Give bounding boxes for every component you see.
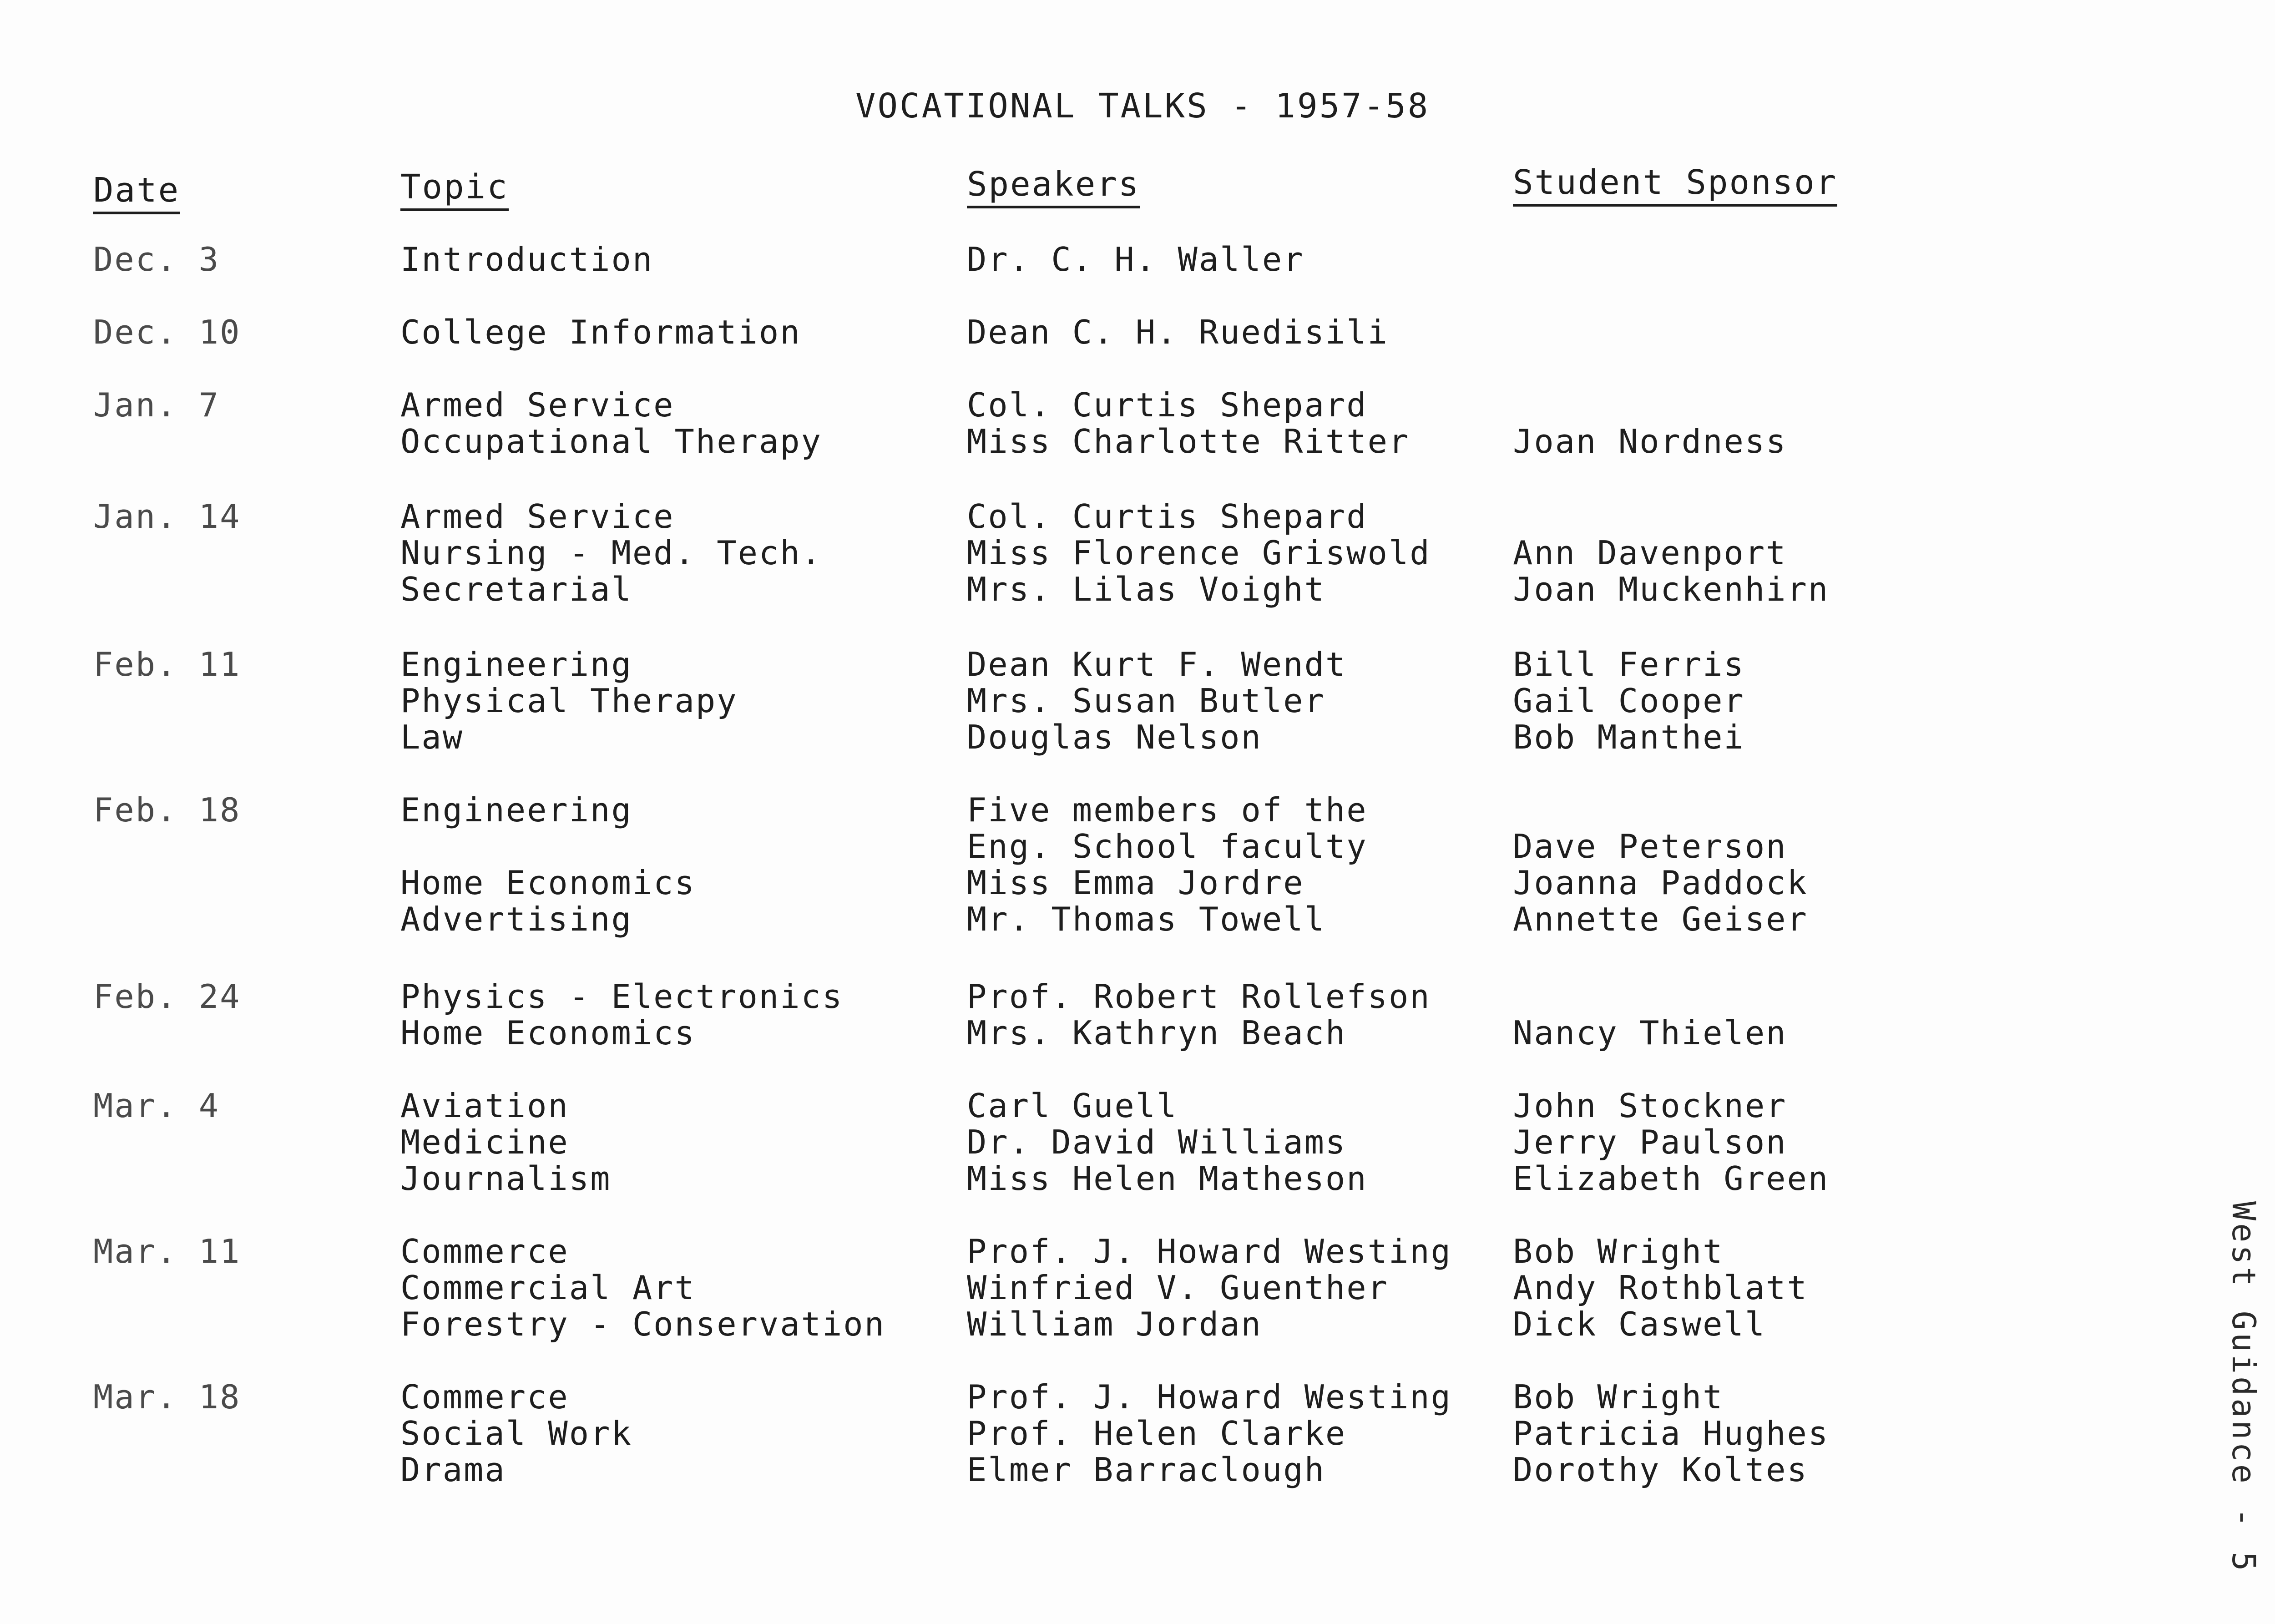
sponsor-cell — [1513, 978, 1787, 1051]
sponsor-cell — [1513, 1088, 1829, 1197]
topic-cell — [400, 1379, 632, 1488]
speaker-cell — [967, 646, 1346, 755]
speaker-cell — [967, 314, 1389, 350]
sponsor-cell-line: Bill Ferris — [1513, 645, 1745, 683]
topic-cell — [400, 1233, 885, 1342]
sponsor-cell-line: Ann Davenport — [1513, 534, 1787, 572]
sponsor-cell-line: Bob Manthei — [1513, 718, 1745, 756]
topic-cell-line: Aviation — [400, 1087, 569, 1125]
speaker-cell — [967, 498, 1431, 607]
topic-cell — [400, 314, 801, 350]
speaker-cell — [967, 792, 1368, 937]
speaker-cell-line: Miss Emma Jordre — [967, 864, 1304, 902]
sponsor-cell-line — [1513, 498, 1829, 535]
date-cell: Mar. 11 — [93, 1232, 241, 1270]
topic-cell — [400, 646, 738, 755]
topic-cell-line: Engineering — [400, 645, 632, 683]
date-cell: Feb. 11 — [93, 645, 241, 683]
topic-cell-line: Commerce — [400, 1232, 569, 1270]
topic-cell-line: Drama — [400, 1451, 506, 1489]
speaker-cell-line: Prof. J. Howard Westing — [967, 1232, 1452, 1270]
sponsor-cell-line: Patricia Hughes — [1513, 1414, 1830, 1452]
sponsor-cell-line: Nancy Thielen — [1513, 1014, 1787, 1052]
sponsor-cell-line: Dave Peterson — [1513, 827, 1787, 865]
topic-cell — [400, 978, 843, 1051]
sponsor-cell-line: Elizabeth Green — [1513, 1159, 1830, 1198]
document-title: VOCATIONAL TALKS - 1957-58 — [855, 86, 1430, 126]
speaker-cell-line: Prof. Robert Rollefson — [967, 977, 1431, 1016]
date-cell: Mar. 18 — [93, 1378, 241, 1416]
sponsor-cell-line: Dick Caswell — [1513, 1305, 1766, 1343]
topic-cell-line: Nursing - Med. Tech. — [400, 534, 822, 572]
date-cell: Dec. 10 — [93, 313, 241, 351]
topic-cell-line: Social Work — [400, 1414, 632, 1452]
header-date: Date — [93, 171, 180, 214]
speaker-cell-line: Eng. School faculty — [967, 827, 1368, 865]
topic-cell-line: Home Economics — [400, 1014, 696, 1052]
sponsor-cell-line: Gail Cooper — [1513, 682, 1745, 720]
topic-cell-line: Forestry - Conservation — [400, 1305, 885, 1343]
topic-cell-line: Physics - Electronics — [400, 977, 844, 1016]
speaker-cell-line: Mrs. Susan Butler — [967, 682, 1325, 720]
sponsor-cell-line: Bob Wright — [1513, 1378, 1724, 1416]
speaker-cell-line: Five members of the — [967, 791, 1368, 829]
sponsor-cell-line: Annette Geiser — [1513, 900, 1808, 938]
topic-cell-line: Commerce — [400, 1378, 569, 1416]
topic-cell-line: Home Economics — [400, 864, 696, 902]
speaker-cell — [967, 241, 1304, 278]
speaker-cell-line: Mrs. Kathryn Beach — [967, 1014, 1347, 1052]
sponsor-cell-line: Dorothy Koltes — [1513, 1451, 1808, 1489]
topic-cell-line: College Information — [400, 313, 801, 351]
date-cell: Feb. 18 — [93, 791, 241, 829]
topic-cell — [400, 241, 653, 278]
topic-cell-line: Commercial Art — [400, 1269, 696, 1307]
speaker-cell-line: Mrs. Lilas Voight — [967, 570, 1325, 608]
speaker-cell — [967, 978, 1431, 1051]
speaker-cell — [967, 1233, 1452, 1342]
header-topic: Topic — [400, 167, 509, 211]
sponsor-cell — [1513, 1379, 1829, 1488]
speaker-cell-line: Prof. Helen Clarke — [967, 1414, 1347, 1452]
speaker-cell — [967, 1088, 1368, 1197]
sponsor-cell — [1513, 1233, 1808, 1342]
sponsor-cell — [1513, 387, 1787, 460]
speaker-cell-line: Col. Curtis Shepard — [967, 497, 1368, 536]
topic-cell-line: Medicine — [400, 1123, 569, 1161]
sponsor-cell-line — [1513, 387, 1787, 423]
topic-cell-line: Introduction — [400, 240, 654, 278]
speaker-cell-line: Mr. Thomas Towell — [967, 900, 1325, 938]
topic-cell-line — [400, 828, 696, 865]
speaker-cell-line: Elmer Barraclough — [967, 1451, 1325, 1489]
topic-cell-line: Secretarial — [400, 570, 632, 608]
speaker-cell — [967, 1379, 1452, 1488]
date-cell: Jan. 14 — [93, 497, 241, 536]
date-cell: Jan. 7 — [93, 386, 220, 424]
sponsor-cell — [1513, 646, 1745, 755]
sponsor-cell-line: John Stockner — [1513, 1087, 1787, 1125]
header-speakers: Speakers — [967, 165, 1140, 208]
topic-cell-line: Armed Service — [400, 386, 675, 424]
sponsor-cell-line — [1513, 978, 1787, 1015]
speaker-cell-line: Miss Helen Matheson — [967, 1159, 1368, 1198]
topic-cell-line: Armed Service — [400, 497, 675, 536]
topic-cell — [400, 498, 822, 607]
sponsor-cell-line: Andy Rothblatt — [1513, 1269, 1808, 1307]
speaker-cell-line: Dr. David Williams — [967, 1123, 1347, 1161]
topic-cell-line: Law — [400, 718, 464, 756]
speaker-cell — [967, 387, 1410, 460]
topic-cell — [400, 387, 822, 460]
side-note: West Guidance - 5 — [2225, 1201, 2262, 1574]
sponsor-cell — [1513, 792, 1808, 937]
speaker-cell-line: Dean Kurt F. Wendt — [967, 645, 1347, 683]
sponsor-cell-line: Joan Nordness — [1513, 422, 1787, 460]
speaker-cell-line: Miss Charlotte Ritter — [967, 422, 1410, 460]
topic-cell-line: Engineering — [400, 791, 632, 829]
sponsor-cell-line — [1513, 792, 1808, 828]
sponsor-cell — [1513, 498, 1829, 607]
speaker-cell-line: Carl Guell — [967, 1087, 1178, 1125]
speaker-cell-line: William Jordan — [967, 1305, 1262, 1343]
speaker-cell-line: Winfried V. Guenther — [967, 1269, 1389, 1307]
sponsor-cell-line: Bob Wright — [1513, 1232, 1724, 1270]
topic-cell — [400, 792, 696, 937]
topic-cell-line: Advertising — [400, 900, 632, 938]
topic-cell-line: Occupational Therapy — [400, 422, 822, 460]
speaker-cell-line: Dean C. H. Ruedisili — [967, 313, 1389, 351]
sponsor-cell-line: Joanna Paddock — [1513, 864, 1808, 902]
speaker-cell-line: Col. Curtis Shepard — [967, 386, 1368, 424]
date-cell: Feb. 24 — [93, 977, 241, 1016]
header-student-sponsor: Student Sponsor — [1513, 163, 1837, 207]
sponsor-cell-line: Joan Muckenhirn — [1513, 570, 1830, 608]
date-cell: Mar. 4 — [93, 1087, 220, 1125]
date-cell: Dec. 3 — [93, 240, 220, 278]
topic-cell — [400, 1088, 611, 1197]
topic-cell-line: Journalism — [400, 1159, 612, 1198]
sponsor-cell-line: Jerry Paulson — [1513, 1123, 1787, 1161]
speaker-cell-line: Douglas Nelson — [967, 718, 1262, 756]
speaker-cell-line: Miss Florence Griswold — [967, 534, 1431, 572]
topic-cell-line: Physical Therapy — [400, 682, 738, 720]
speaker-cell-line: Prof. J. Howard Westing — [967, 1378, 1452, 1416]
speaker-cell-line: Dr. C. H. Waller — [967, 240, 1304, 278]
